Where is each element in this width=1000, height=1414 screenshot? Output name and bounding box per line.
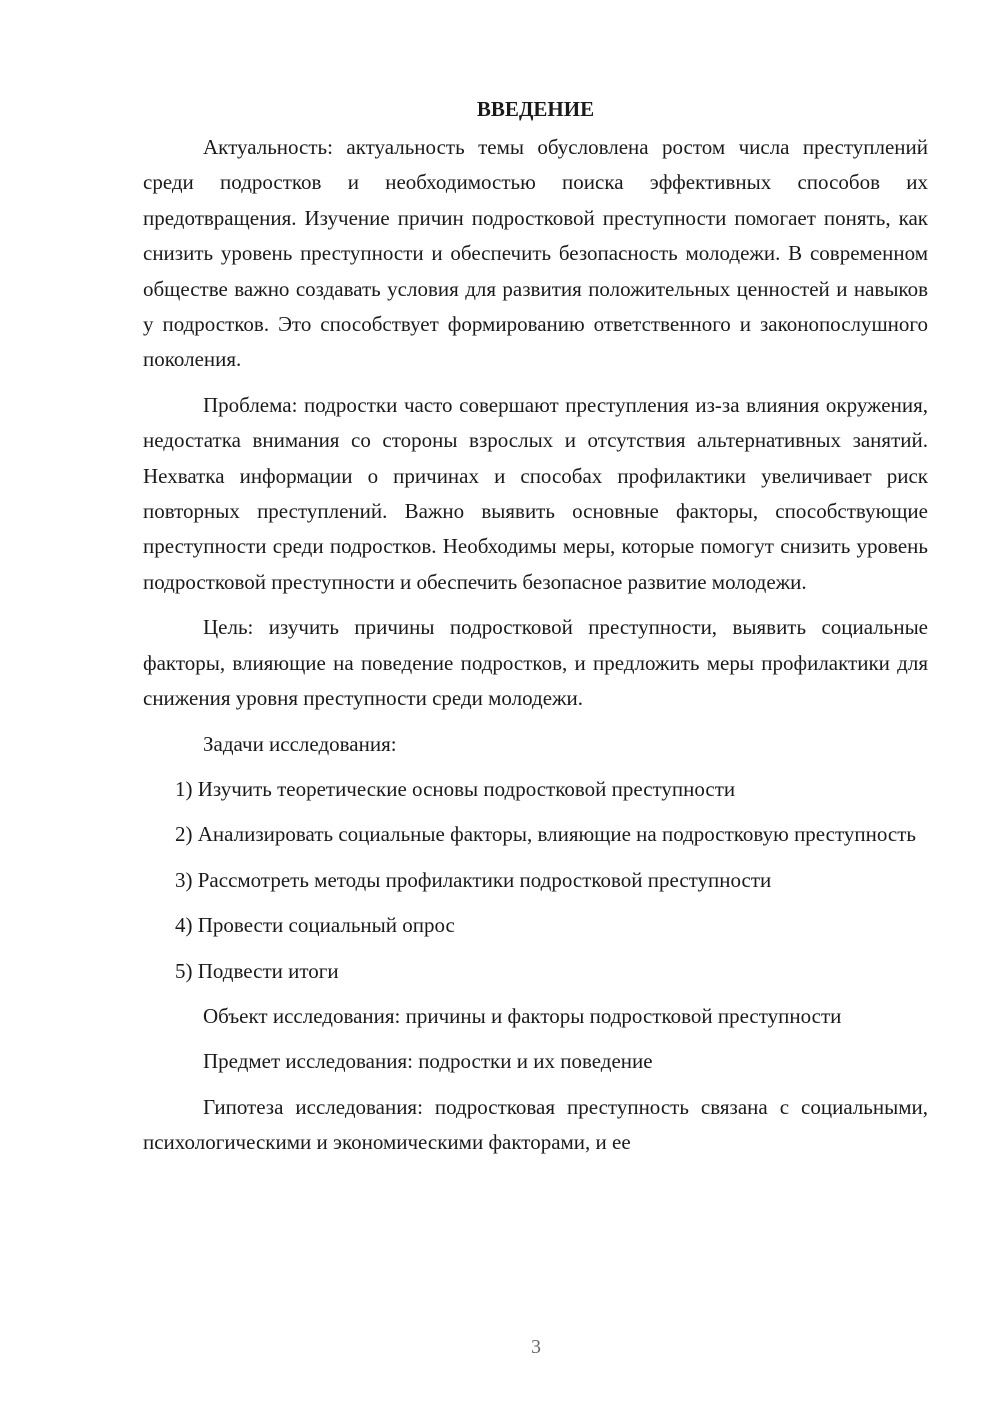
- task-item-4: 4) Провести социальный опрос: [175, 913, 455, 938]
- goal-paragraph: Цель: изучить причины подростковой преступности, выявить социальные факторы, влияющие на поведение подростков, и предложить меры профилактики для снижения уровня преступности среди молодежи.: [143, 615, 928, 711]
- object-paragraph: Объект исследования: причины и факторы подростковой преступности: [203, 1003, 842, 1028]
- subject-paragraph: Предмет исследования: подростки и их поведение: [203, 1049, 653, 1074]
- task-item-1: 1) Изучить теоретические основы подростковой преступности: [175, 776, 736, 801]
- section-heading: ВВЕДЕНИЕ: [476, 97, 595, 121]
- task-item-2: 2) Анализировать социальные факторы, влияющие на подростковую преступность: [175, 822, 916, 847]
- task-item-5: 5) Подвести итоги: [175, 958, 339, 983]
- hypothesis-paragraph: Гипотеза исследования: подростковая преступность связана с социальными, психологическими и экономическими факторами, и ее: [143, 1094, 928, 1155]
- page-content: [143, 92, 928, 1171]
- page-number: 3: [531, 1336, 541, 1358]
- problem-paragraph: Проблема: подростки часто совершают преступления из-за влияния окружения, недостатка внимания со стороны взрослых и отсутствия альтернативных занятий. Нехватка информации о причинах и способах профилактики увеличивает риск повторных преступлений. Важно выявить основные факторы, способствующие преступности среди подростков. Необходимы меры, которые помогут снизить уровень подростковой преступности и обеспечить безопасное развитие молодежи.: [143, 392, 928, 594]
- relevance-paragraph: Актуальность: актуальность темы обусловлена ростом числа преступлений среди подростков и необходимостью поиска эффективных способов их предотвращения. Изучение причин подростковой преступности помогает понять, как снизить уровень преступности и обеспечить безопасность молодежи. В современном обществе важно создавать условия для развития положительных ценностей и навыков у подростков. Это способствует формированию ответственного и законопослушного поколения.: [143, 135, 928, 372]
- tasks-title: Задачи исследования:: [203, 731, 397, 756]
- task-item-3: 3) Рассмотреть методы профилактики подростковой преступности: [175, 867, 772, 892]
